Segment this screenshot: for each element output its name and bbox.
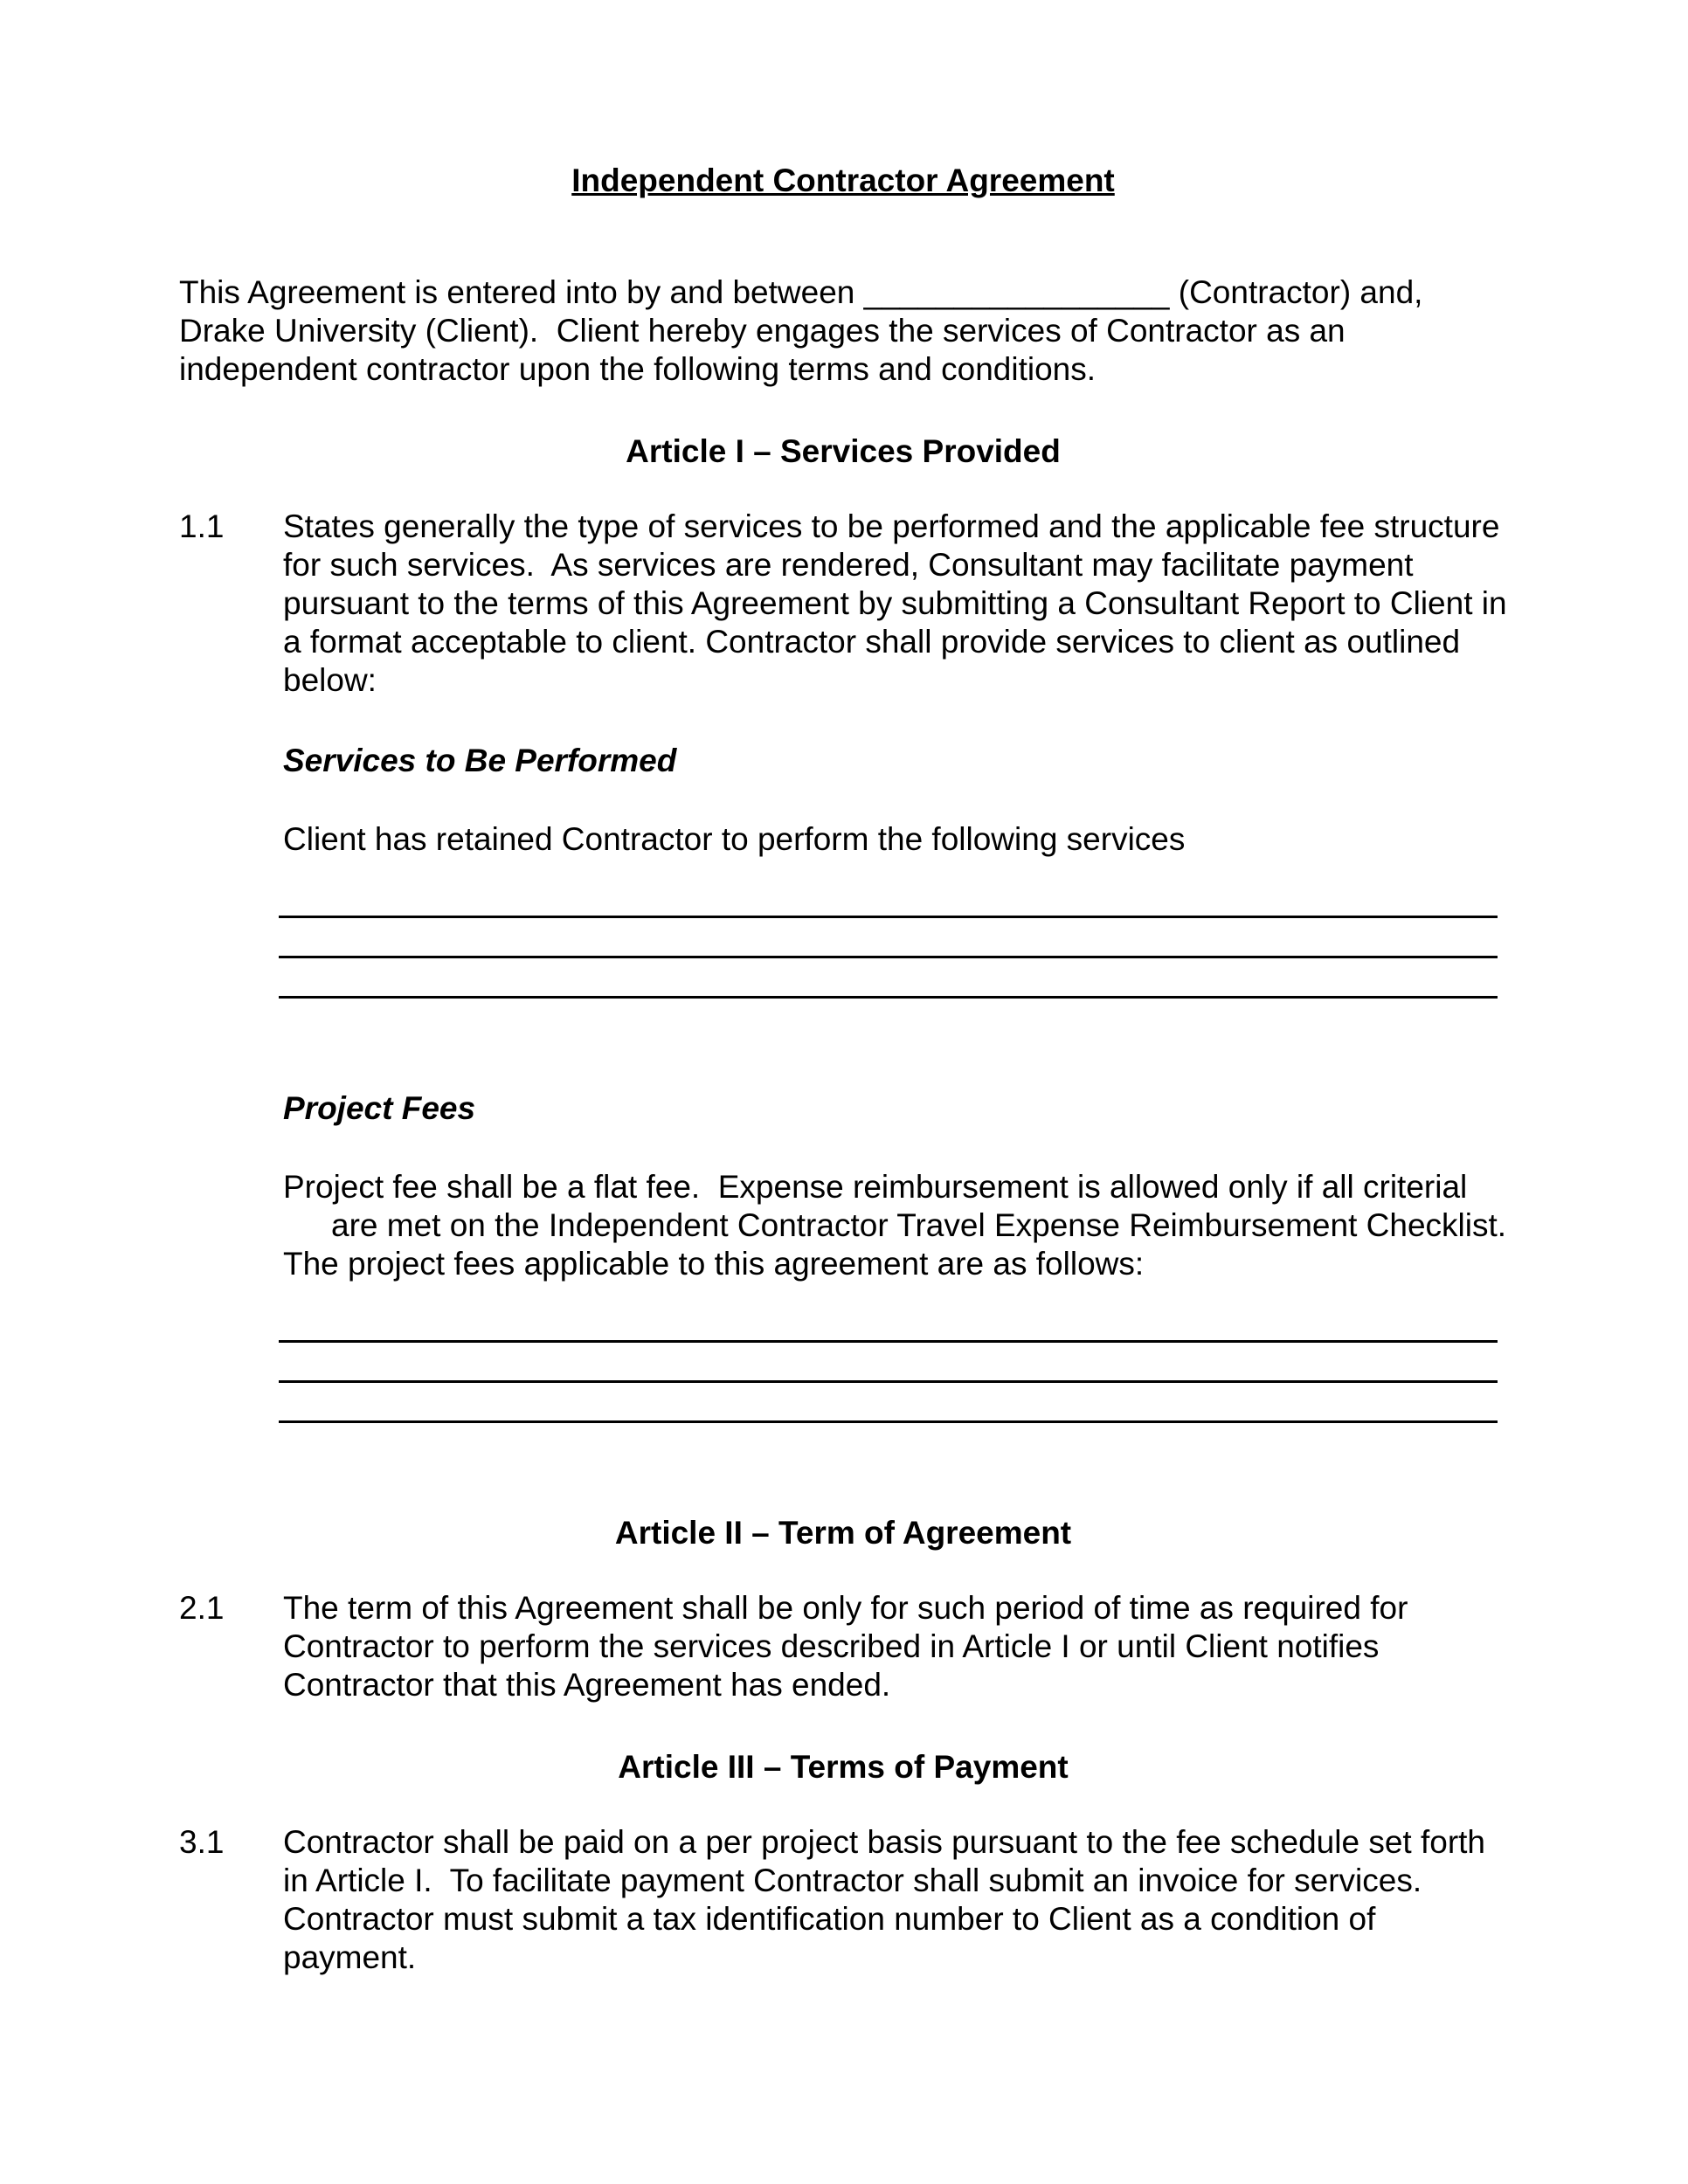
intro-paragraph [179,273,1507,389]
document-title: Independent Contractor Agreement [571,162,1115,198]
project-fees-subheading: Project Fees [283,1090,476,1127]
contractor-name-blank: _________________ [863,274,1170,311]
intro-text-after-blank: (Contractor) and, Drake University (Client). Client hereby engages the services of Contractor as an independent contractor upon the following terms and conditions. [179,274,1432,388]
fill-in-line [279,1343,1498,1383]
fees-fill-in-lines [279,1303,1498,1423]
clause-2-1 [179,1589,1507,1704]
clause-3-1 [179,1823,1507,1977]
fill-in-line [279,1303,1498,1343]
fill-in-line [279,918,1498,958]
article-1-heading: Article I – Services Provided [626,433,1061,470]
project-fees-follows-text: The project fees applicable to this agreement are as follows: [283,1246,1145,1282]
services-intro-text: Client has retained Contractor to perform the following services [283,821,1186,858]
clause-2-1-text: The term of this Agreement shall be only for such period of time as required for Contractor to perform the services described in Article I or until Client notifies Contractor that this Agreement has ended. [283,1590,1417,1704]
services-fill-in-lines [279,878,1498,999]
services-to-be-performed-subheading: Services to Be Performed [283,743,677,779]
fill-in-line [279,1383,1498,1423]
clause-1-1 [179,508,1516,700]
clause-1-1-text: States generally the type of services to be performed and the applicable fee structure for such services. As services are rendered, Consultant may facilitate payment pursuant to the terms of this Agreement by submitting a Consultant Report to Client in a format acceptable to client. Contractor shall provide services to client as outlined below: [283,508,1516,699]
fill-in-line [279,878,1498,918]
fill-in-line [279,958,1498,999]
article-3-heading: Article III – Terms of Payment [618,1749,1069,1786]
clause-1-1-number: 1.1 [179,508,225,545]
clause-3-1-text: Contractor shall be paid on a per project basis pursuant to the fee schedule set forth in Article I. To facilitate payment Contractor shall submit an invoice for services. Contractor must submit a tax identification number to Client as a condition of payment. [283,1824,1495,1976]
intro-text-before-blank: This Agreement is entered into by and between [179,274,864,311]
article-2-heading: Article II – Term of Agreement [614,1515,1072,1552]
clause-3-1-number: 3.1 [179,1824,225,1861]
clause-2-1-number: 2.1 [179,1590,225,1627]
project-fees-text: Project fee shall be a flat fee. Expense reimbursement is allowed only if all criterial are met on the Independent Contractor Travel Expense Reimbursement Checklist. [283,1169,1507,1244]
